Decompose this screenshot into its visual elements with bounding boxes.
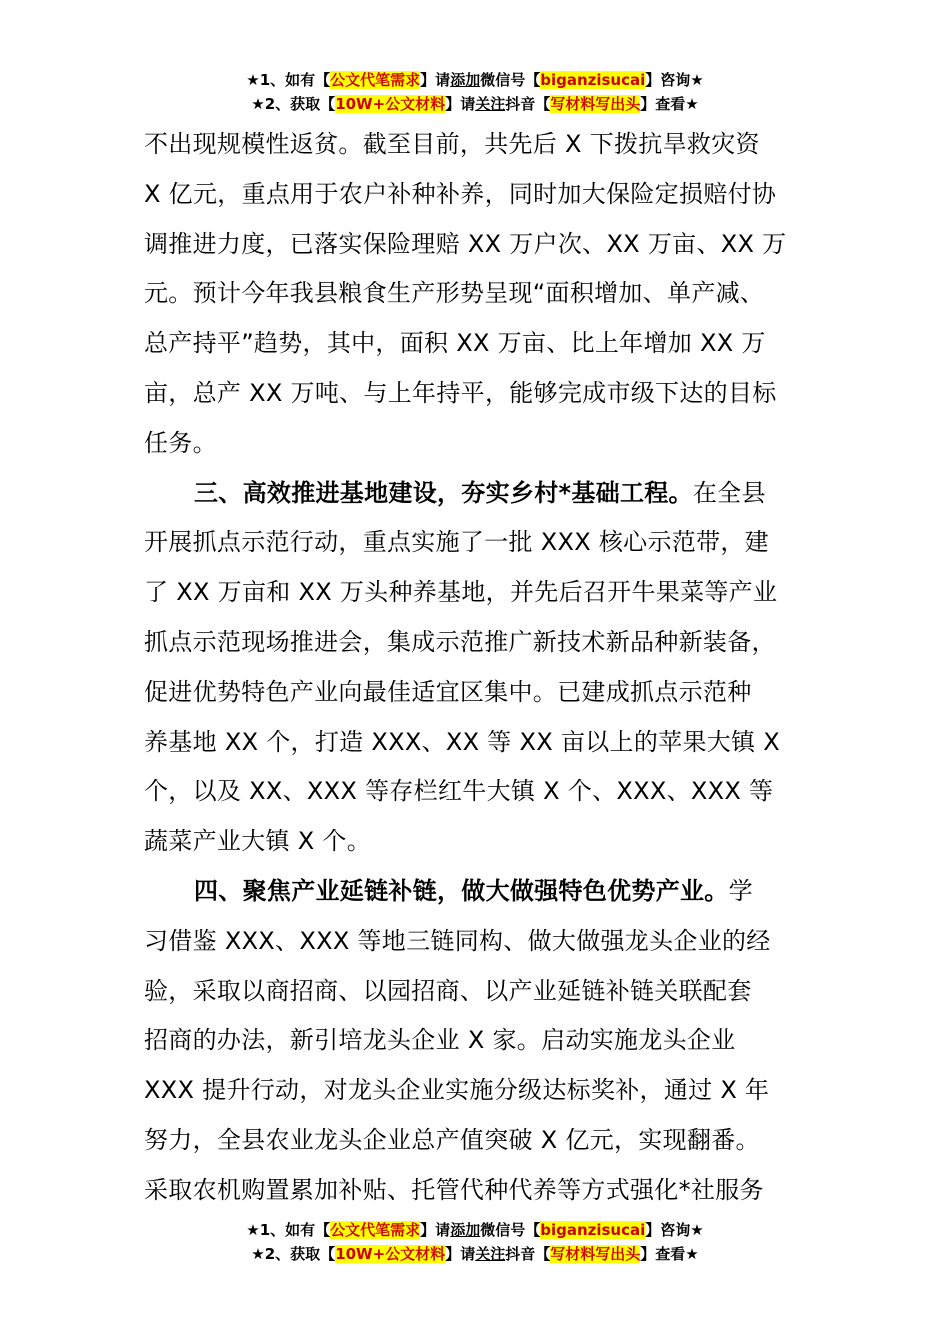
wechat-id: biganzisucai: [540, 1221, 646, 1239]
text-line: XXX 提升行动，对龙头企业实施分级达标奖补，通过 X 年: [144, 1076, 770, 1105]
promo-text: 】请: [445, 1245, 476, 1263]
promo-text: 】请: [420, 1221, 451, 1239]
text-line: 了 XX 万亩和 XX 万头种养基地，并先后召开牛果菜等产业: [144, 578, 778, 607]
highlight-text: 公文代笔需求: [330, 71, 421, 89]
promo-text: ★2、获取【: [251, 1245, 336, 1263]
promo-line-1: [0, 68, 950, 92]
text-line: 调推进力度，已落实保险理赔 XX 万户次、XX 万亩、XX 万: [144, 229, 787, 258]
paragraph-1: [144, 120, 809, 469]
douyin-id: 写材料写出头: [550, 1245, 641, 1263]
highlight-text: 10W+公文材料: [335, 1245, 446, 1263]
text-run: 在全县: [692, 478, 766, 507]
underlined-text: 添加: [450, 71, 481, 89]
text-line: 养基地 XX 个，打造 XXX、XX 等 XX 亩以上的苹果大镇 X: [144, 727, 781, 756]
paragraph-2: [144, 469, 809, 867]
text-line: 元。预计今年我县粮食生产形势呈现“面积增加、单产减、: [144, 279, 765, 308]
douyin-id: 写材料写出头: [550, 95, 641, 113]
header-promo-banner: [0, 68, 950, 116]
highlight-text: 10W+公文材料: [335, 95, 446, 113]
text-line: 习借鉴 XXX、XXX 等地三链同构、做大做强龙头企业的经: [144, 926, 771, 955]
text-line: 开展抓点示范行动，重点实施了一批 XXX 核心示范带，建: [144, 528, 769, 557]
text-line: 总产持平”趋势，其中，面积 XX 万亩、比上年增加 XX 万: [144, 329, 766, 358]
text-line: 验，采取以商招商、以园招商、以产业延链补链关联配套: [144, 976, 752, 1005]
text-line: 个，以及 XX、XXX 等存栏红牛大镇 X 个、XXX、XXX 等: [144, 777, 774, 806]
highlight-text: 公文代笔需求: [330, 1221, 421, 1239]
promo-line-1: [0, 1218, 950, 1242]
text-line: 抓点示范现场推进会，集成示范推广新技术新品种新装备，: [144, 627, 776, 656]
text-run: 学: [728, 876, 753, 905]
text-line: [144, 867, 809, 917]
underlined-text: 添加: [450, 1221, 481, 1239]
text-line: 促进优势特色产业向最佳适宜区集中。已建成抓点示范种: [144, 677, 752, 706]
promo-text: ★1、如有【: [246, 1221, 331, 1239]
promo-text: 抖音【: [505, 1245, 551, 1263]
text-line: 招商的办法，新引培龙头企业 X 家。启动实施龙头企业: [144, 1026, 736, 1055]
text-line: 蔬菜产业大镇 X 个。: [144, 827, 371, 856]
text-line: 亩，总产 XX 万吨、与上年持平，能够完成市级下达的目标: [144, 378, 777, 407]
promo-text: 】咨询★: [645, 1221, 704, 1239]
promo-text: 微信号【: [480, 1221, 541, 1239]
promo-line-2: [0, 1242, 950, 1266]
text-line: 不出现规模性返贫。截至目前，共先后 X 下拨抗旱救灾资: [144, 130, 760, 158]
promo-text: ★1、如有【: [246, 71, 331, 89]
promo-text: 】咨询★: [645, 71, 704, 89]
paragraph-3: [144, 867, 809, 1216]
document-body: [144, 120, 809, 1216]
promo-text: 】请: [420, 71, 451, 89]
wechat-id: biganzisucai: [540, 71, 646, 89]
text-line: 努力，全县农业龙头企业总产值突破 X 亿元，实现翻番。: [144, 1125, 760, 1154]
promo-text: 】请: [445, 95, 476, 113]
underlined-text: 关注: [475, 1245, 506, 1263]
promo-text: ★2、获取【: [251, 95, 336, 113]
footer-promo-banner: [0, 1218, 950, 1266]
promo-text: 】查看★: [640, 95, 699, 113]
text-line: 任务。: [144, 428, 217, 457]
promo-text: 微信号【: [480, 71, 541, 89]
section-heading-4: 四、聚焦产业延链补链，做大做强特色优势产业。: [194, 876, 729, 905]
promo-line-2: [0, 92, 950, 116]
promo-text: 抖音【: [505, 95, 551, 113]
promo-text: 】查看★: [640, 1245, 699, 1263]
text-line: X 亿元，重点用于农户补种补养，同时加大保险定损赔付协: [144, 179, 777, 208]
section-heading-3: 三、高效推进基地建设，夯实乡村*基础工程。: [194, 478, 693, 507]
text-line: 采取农机购置累加补贴、托管代种代养等方式强化*社服务: [144, 1175, 764, 1204]
text-line: [144, 469, 809, 519]
underlined-text: 关注: [475, 95, 506, 113]
